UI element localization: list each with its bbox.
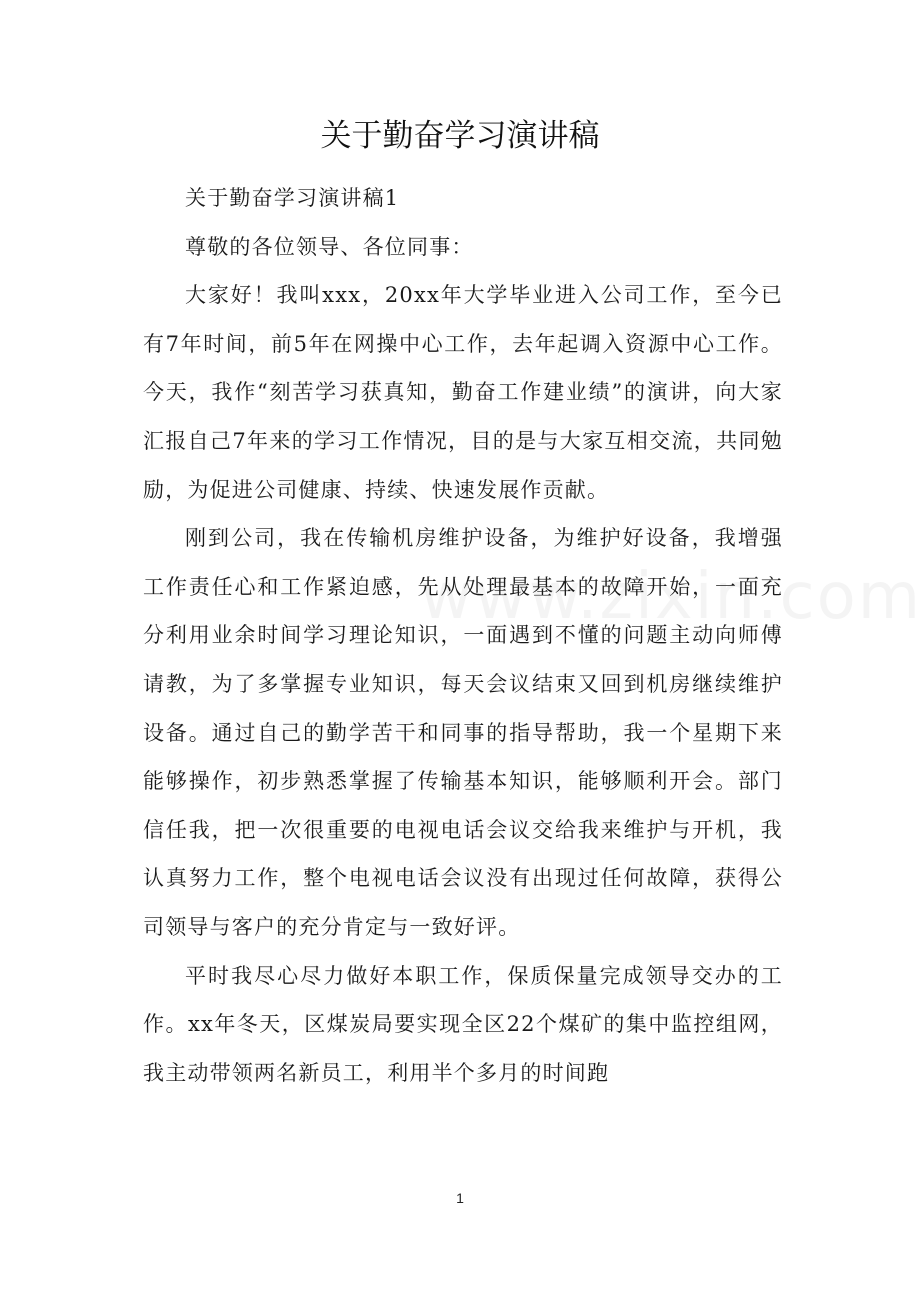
document-title: 关于勤奋学习演讲稿 <box>320 118 600 154</box>
salutation-paragraph: 尊敬的各位领导、各位同事： <box>185 234 474 259</box>
body-paragraph: 刚到公司，我在传输机房维护设备，为维护好设备，我增强工作责任心和工作紧迫感，先从处理最基本的故障开始，一面充分利用业余时间学习理论知识，一面遇到不懂的问题主动向师傅请教，为了多掌握专业知识，每天会议结束又回到机房继续维护设备。通过自己的勤学苦干和同事的指导帮助，我一个星期下来能够操作，初步熟悉掌握了传输基本知识，能够顺利开会。部门信任我，把一次很重要的电视电话会议交给我来维护与开机，我认真努力工作，整个电视电话会议没有出现过任何故障，获得公司领导与客户的充分肯定与一致好评。 <box>143 526 783 939</box>
page-number: 1 <box>456 1190 464 1206</box>
intro-paragraph: 大家好！我叫xxx，20xx年大学毕业进入公司工作，至今已有7年时间，前5年在网操中心工作，去年起调入资源中心工作。今天，我作“刻苦学习获真知，勤奋工作建业绩”的演讲，向大家汇报自己7年来的学习工作情况，目的是与大家互相交流，共同勉励，为促进公司健康、持续、快速发展作贡献。 <box>143 283 783 502</box>
body-paragraph: 平时我尽心尽力做好本职工作，保质保量完成领导交办的工作。xx年冬天，区煤炭局要实现全区22个煤矿的集中监控组网，我主动带领两名新员工，利用半个多月的时间跑 <box>143 963 783 1085</box>
document-body <box>143 174 783 1097</box>
section-heading: 关于勤奋学习演讲稿1 <box>185 186 400 210</box>
